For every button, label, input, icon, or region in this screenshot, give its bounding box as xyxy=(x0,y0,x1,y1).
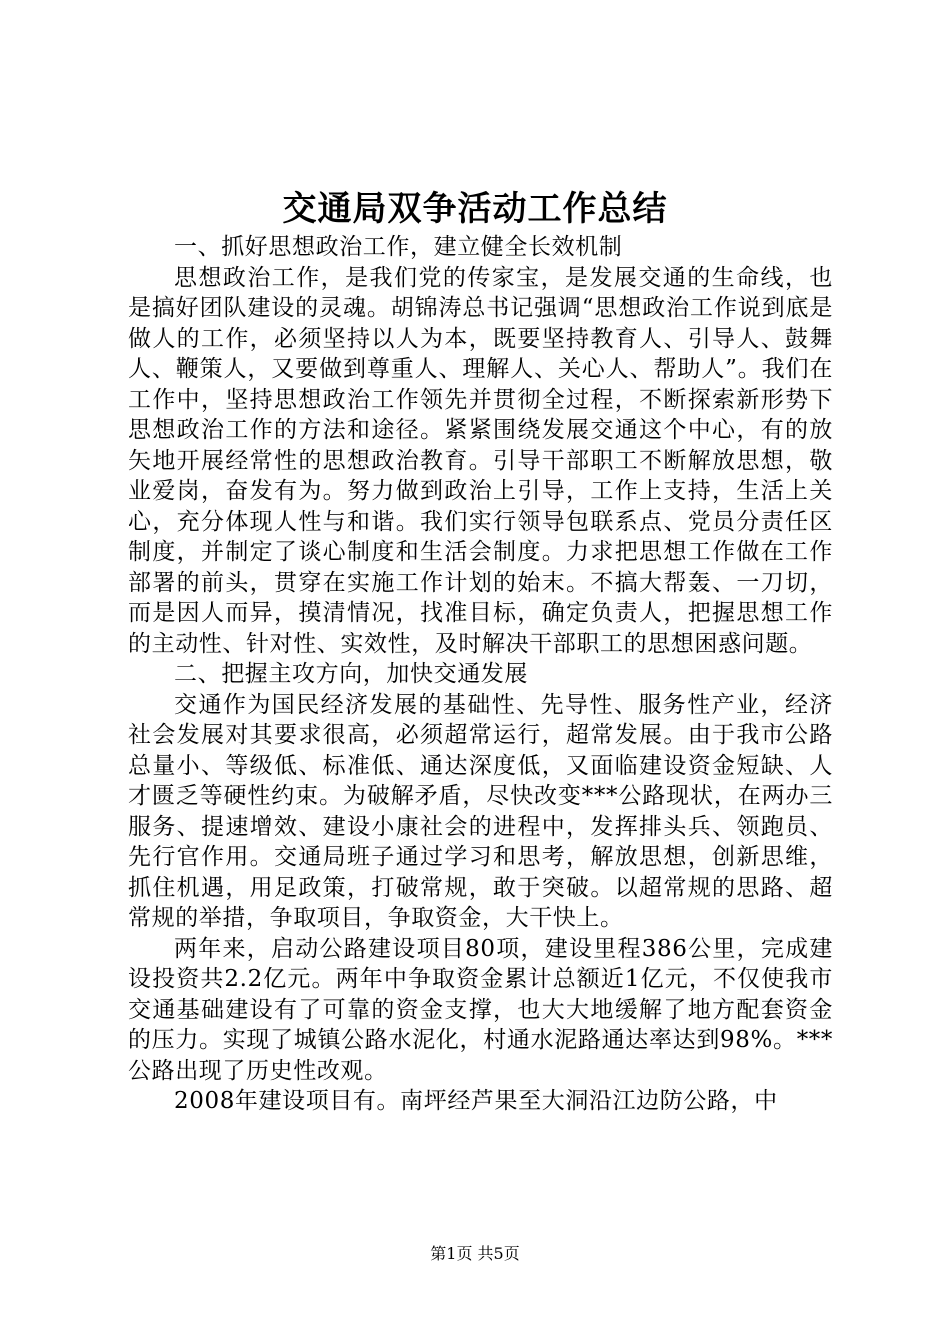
paragraph-2: 交通作为国民经济发展的基础性、先导性、服务性产业，经济社会发展对其要求很高，必须超常运行，超常发展。由于我市公路总量小、等级低、标准低、通达深度低，又面临建设资金短缺、人才匮乏等硬性约束。为破解矛盾，尽快改变***公路现状，在两办三服务、提速增效、建设小康社会的进程中，发挥排头兵、领跑员、先行官作用。交通局班子通过学习和思考，解放思想，创新思维，抓住机遇，用足政策，打破常规，敢于突破。以超常规的思路、超常规的举措，争取项目，争取资金，大干快上。 xyxy=(128,691,833,931)
paragraph-3: 两年来，启动公路建设项目80项，建设里程386公里，完成建设投资共2.2亿元。两年中争取资金累计总额近1亿元，不仅使我市交通基础建设有了可靠的资金支撑，也大大地缓解了地方配套资金的压力。实现了城镇公路水泥化，村通水泥路通达率达到98%。***公路出现了历史性改观。 xyxy=(128,935,833,1084)
document-body xyxy=(128,232,833,1117)
paragraph-4: 2008年建设项目有。南坪经芦果至大洞沿江边防公路，中 xyxy=(174,1088,778,1114)
document-title: 交通局双争活动工作总结 xyxy=(282,189,668,229)
section-heading-2: 二、把握主攻方向，加快交通发展 xyxy=(174,661,528,687)
section-heading-1: 一、抓好思想政治工作，建立健全长效机制 xyxy=(174,234,623,260)
paragraph-1: 思想政治工作，是我们党的传家宝，是发展交通的生命线，也是搞好团队建设的灵魂。胡锦涛总书记强调“思想政治工作说到底是做人的工作，必须坚持以人为本，既要坚持教育人、引导人、鼓舞人、鞭策人，又要做到尊重人、理解人、关心人、帮助人”。我们在工作中，坚持思想政治工作领先并贯彻全过程，不断探索新形势下思想政治工作的方法和途径。紧紧围绕发展交通这个中心，有的放矢地开展经常性的思想政治教育。引导干部职工不断解放思想，敬业爱岗，奋发有为。努力做到政治上引导，工作上支持，生活上关心，充分体现人性与和谐。我们实行领导包联系点、党员分责任区制度，并制定了谈心制度和生活会制度。力求把思想工作做在工作部署的前头，贯穿在实施工作计划的始末。不搞大帮轰、一刀切，而是因人而异，摸清情况，找准目标，确定负责人，把握思想工作的主动性、针对性、实效性，及时解决干部职工的思想困惑问题。 xyxy=(128,264,833,657)
page-footer: 第1页 共5页 xyxy=(430,1244,520,1263)
